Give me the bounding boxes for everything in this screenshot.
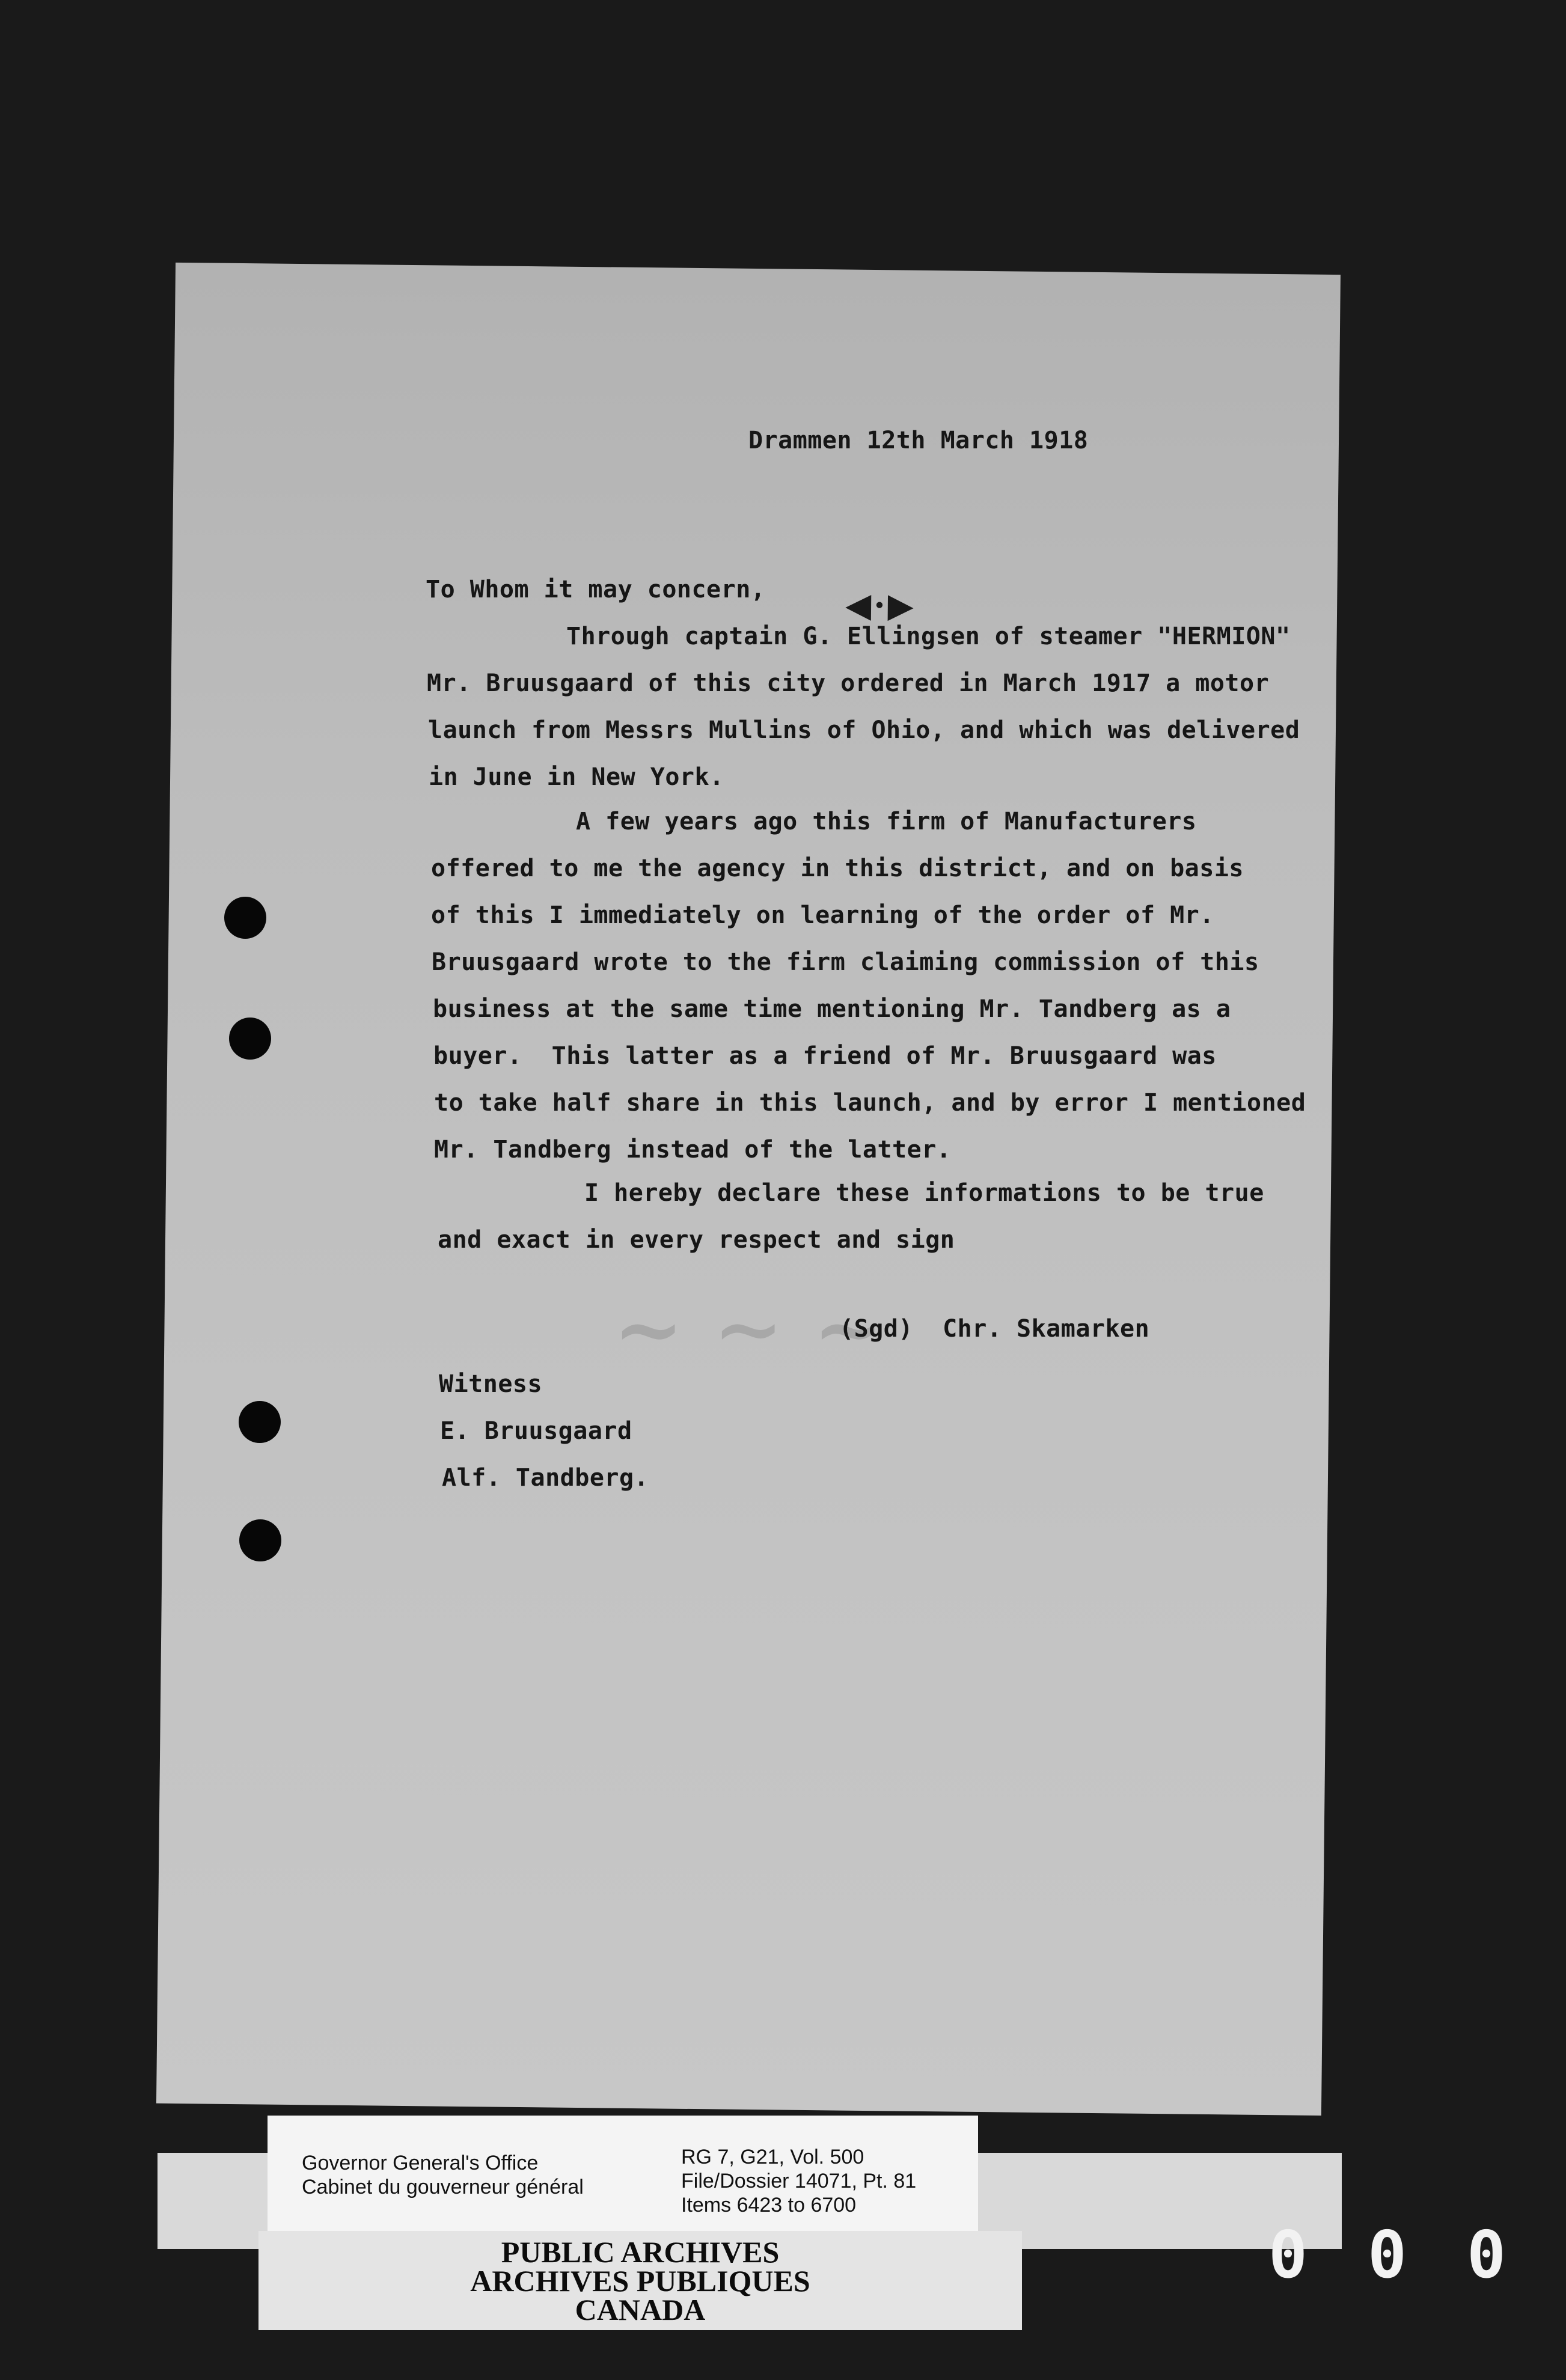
signature-line: (Sgd) Chr. Skamarken — [839, 1315, 1150, 1343]
ink-mark: ◀·▶ — [845, 585, 917, 626]
body-line: Mr. Tandberg instead of the latter. — [434, 1136, 952, 1164]
letter-salutation: To Whom it may concern, — [426, 576, 766, 603]
bleed-through-signature: ~ ∼ ~ — [613, 1280, 884, 1379]
body-line: of this I immediately on learning of the order of Mr. — [431, 902, 1214, 929]
witness-heading: Witness — [439, 1370, 543, 1398]
archives-country: CANADA — [575, 2293, 706, 2327]
office-name-fr: Cabinet du gouverneur général — [302, 2176, 584, 2198]
body-line: in June in New York. — [429, 763, 724, 791]
body-line: I hereby declare these informations to be true — [584, 1179, 1264, 1207]
body-line: and exact in every respect and sign — [438, 1226, 955, 1254]
witness-name: E. Bruusgaard — [440, 1417, 632, 1445]
body-line: buyer. This latter as a friend of Mr. Bruusgaard was — [433, 1042, 1217, 1070]
item-range: Items 6423 to 6700 — [681, 2194, 857, 2217]
office-name-en: Governor General's Office — [302, 2152, 539, 2174]
record-group: RG 7, G21, Vol. 500 — [681, 2146, 864, 2168]
archives-name-fr: ARCHIVES PUBLIQUES — [470, 2264, 810, 2298]
witness-name: Alf. Tandberg. — [442, 1464, 649, 1492]
body-line: launch from Messrs Mullins of Ohio, and which was delivered — [428, 716, 1300, 744]
body-line: Through captain G. Ellingsen of steamer "HERMION" — [566, 623, 1291, 650]
body-line: Bruusgaard wrote to the firm claiming commission of this — [432, 948, 1259, 976]
frame-counter: 000 — [1268, 2218, 1566, 2293]
archives-name-en: PUBLIC ARCHIVES — [501, 2235, 780, 2269]
body-line: business at the same time mentioning Mr. Tandberg as a — [433, 995, 1231, 1023]
body-line: A few years ago this firm of Manufacturers — [576, 808, 1197, 835]
body-line: to take half share in this launch, and by error I mentioned — [434, 1089, 1306, 1117]
body-line: Mr. Bruusgaard of this city ordered in March 1917 a motor — [427, 670, 1270, 697]
letter-date: Drammen 12th March 1918 — [748, 427, 1089, 454]
file-number: File/Dossier 14071, Pt. 81 — [681, 2170, 917, 2192]
body-line: offered to me the agency in this district, and on basis — [431, 855, 1244, 882]
